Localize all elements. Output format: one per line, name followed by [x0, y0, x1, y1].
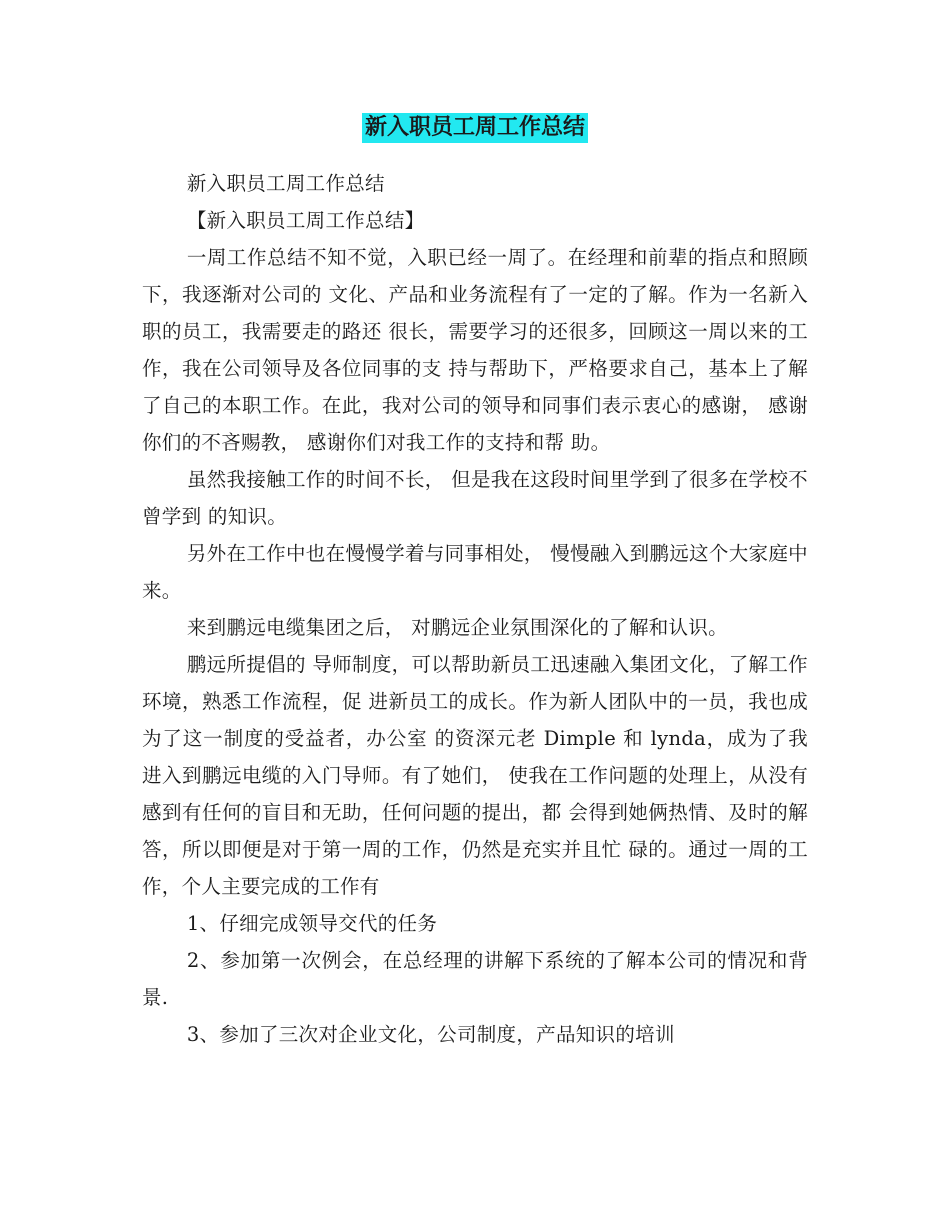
document-title: 新入职员工周工作总结 [362, 113, 588, 143]
paragraph-atmosphere: 来到鹏远电缆集团之后， 对鹏远企业氛围深化的了解和认识。 [186, 616, 728, 639]
paragraph-colleagues: 另外在工作中也在慢慢学着与同事相处， 慢慢融入到鹏远这个大家庭中来。 [142, 542, 808, 602]
paragraph-intro: 一周工作总结不知不觉，入职已经一周了。在经理和前辈的指点和照顾下，我逐渐对公司的 文化、产品和业务流程有了一定的了解。作为一名新入职的员工，我需要走的路还 很长，需要学习的还很多，回顾这一周以来的工作，我在公司领导及各位同事的支 持与帮助下，严格要求自己，基本上了解了自己的本职工作。在此，我对公司的领导和同事们表示衷心的感谢， 感谢你们的不吝赐教， 感谢你们对我工作的支持和帮 助。 [142, 246, 808, 454]
list-item-1: 1、仔细完成领导交代的任务 [186, 912, 438, 935]
paragraph-bracket-title: 【新入职员工周工作总结】 [186, 209, 425, 232]
list-item-3: 3、参加了三次对企业文化，公司制度，产品知识的培训 [186, 1023, 675, 1046]
title-row [0, 113, 950, 143]
list-item-2: 2、参加第一次例会，在总经理的讲解下系统的了解本公司的情况和背景. [142, 949, 808, 1009]
paragraph-subtitle: 新入职员工周工作总结 [186, 172, 385, 195]
document-body [142, 165, 808, 1053]
paragraph-learning: 虽然我接触工作的时间不长， 但是我在这段时间里学到了很多在学校不曾学到 的知识。 [142, 468, 808, 528]
paragraph-mentor: 鹏远所提倡的 导师制度，可以帮助新员工迅速融入集团文化，了解工作环境，熟悉工作流程，促 进新员工的成长。作为新人团队中的一员，我也成为了这一制度的受益者，办公室 的资深元老 Dimple 和 lynda，成为了我进入到鹏远电缆的入门导师。有了她们， 使我在工作问题的处理上，从没有感到有任何的盲目和无助，任何问题的提出，都 会得到她俩热情、及时的解答，所以即便是对于第一周的工作，仍然是充实并且忙 碌的。通过一周的工作，个人主要完成的工作有 [142, 653, 808, 898]
